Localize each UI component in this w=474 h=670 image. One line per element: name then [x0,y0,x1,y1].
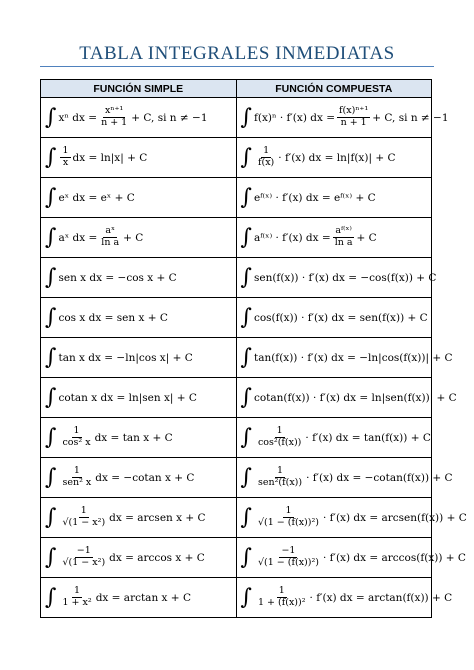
integrals-table [40,79,467,618]
table-row [41,538,432,578]
fraction-denominator: ln a [334,237,353,248]
integral-sign: ∫ [45,544,57,570]
simple-formula [45,586,191,609]
fraction-denominator: 1 + (f(x))² [257,597,306,608]
fraction [60,146,70,169]
fraction [60,506,107,529]
fraction-denominator: √(1 − x²) [62,557,106,568]
simple-formula [45,304,168,330]
formula-text-pre: aᶠ⁽ˣ⁾ · f′(x) dx = [253,231,331,244]
fraction [99,226,121,249]
formula-text-post: · f′(x) dx = −cotan(f(x)) + C [306,471,453,484]
formula-text-pre: eˣ dx = eˣ + C [58,191,135,204]
compound-formula [241,106,449,129]
compound-formula-cell [236,138,432,178]
fraction-denominator: √(1 − x²) [62,517,106,528]
fraction-denominator: √(1 − (f(x))²) [257,517,319,528]
simple-formula [45,226,143,249]
formula-text-pre: tan x dx = −ln|cos x| + C [58,351,193,364]
compound-formula-cell [236,578,453,618]
formula-text-pre: xⁿ dx = [58,111,98,124]
integral-sign: ∫ [45,224,57,250]
fraction-numerator: 1 [285,505,292,517]
integral-sign: ∫ [240,264,252,290]
fraction-denominator: sen² x [62,477,92,488]
formula-text-post: · f′(x) dx = arcsen(f(x)) + C [323,511,467,524]
compound-formula [241,426,431,449]
integral-sign: ∫ [45,144,57,170]
fraction-numerator: 1 [73,465,80,477]
compound-formula [241,466,453,489]
table-row [41,578,432,618]
fraction-numerator: 1 [277,465,284,477]
formula-text-post: + C [356,231,377,244]
integral-sign: ∫ [240,544,252,570]
formula-text-post: · f′(x) dx = arccos(f(x)) + C [323,551,466,564]
table-row [41,258,432,298]
formula-text-post: + C, si n ≠ −1 [131,111,208,124]
integral-sign: ∫ [45,304,57,330]
fraction-numerator: 1 [276,425,283,437]
fraction [256,466,304,489]
integral-sign: ∫ [240,144,252,170]
fraction-denominator: √(1 − (f(x))²) [257,557,319,568]
compound-formula [241,226,377,249]
simple-formula-cell [41,458,237,498]
integral-sign: ∫ [45,184,57,210]
compound-formula [241,546,466,569]
header-compound: FUNCIÓN COMPUESTA [236,80,432,98]
compound-formula-cell [236,218,432,258]
simple-formula-cell [41,378,237,418]
table-row [41,298,432,338]
integral-sign: ∫ [45,504,57,530]
fraction-numerator: aˣ [105,225,116,237]
fraction-numerator: −1 [281,545,296,557]
fraction-numerator: 1 [62,145,69,157]
compound-formula-cell [236,338,453,378]
integral-sign: ∫ [45,384,57,410]
integral-sign: ∫ [45,104,57,130]
table-row [41,98,432,138]
compound-formula-cell [236,378,457,418]
formula-text-post: dx = arcsen x + C [109,511,206,524]
table-row [41,218,432,258]
compound-formula [241,586,453,609]
formula-text-post: + C, si n ≠ −1 [372,111,449,124]
compound-formula-cell [236,178,432,218]
fraction-numerator: 1 [73,425,80,437]
formula-text-post: dx = tan x + C [94,431,173,444]
simple-formula [45,546,205,569]
formula-text-post: dx = arccos x + C [109,551,205,564]
fraction-denominator: cos² x [62,437,91,448]
integral-sign: ∫ [45,464,57,490]
formula-text-pre: cos x dx = sen x + C [58,311,168,324]
simple-formula-cell [41,338,237,378]
fraction [99,106,129,129]
simple-formula-cell [41,418,237,458]
simple-formula [45,466,194,489]
compound-formula-cell [236,258,437,298]
formula-text-post: + C [123,231,144,244]
fraction-numerator: 1 [74,585,81,597]
simple-formula [45,384,197,410]
simple-formula-cell [41,578,237,618]
fraction-denominator: n + 1 [101,117,128,128]
integral-sign: ∫ [240,584,252,610]
table-row [41,498,432,538]
fraction [333,226,355,249]
fraction [60,466,93,489]
integral-sign: ∫ [240,424,252,450]
integral-sign: ∫ [45,584,57,610]
formula-text-pre: cotan(f(x)) · f′(x) dx = ln|sen(f(x))| + C [253,391,457,404]
simple-formula [45,426,173,449]
integral-sign: ∫ [240,184,252,210]
simple-formula-cell [41,98,237,138]
fraction-numerator: 1 [263,145,270,157]
table-row [41,458,432,498]
fraction-numerator: −1 [76,545,91,557]
formula-text-pre: f(x)ⁿ · f′(x) dx = [253,111,336,124]
formula-text-post: dx = ln|x| + C [72,151,148,164]
formula-text-pre: sen(f(x)) · f′(x) dx = −cos(f(x)) + C [253,271,437,284]
simple-formula [45,506,206,529]
simple-formula-cell [41,538,237,578]
compound-formula [240,264,437,290]
formula-text-pre: sen x dx = −cos x + C [58,271,177,284]
table-row [41,138,432,178]
compound-formula [241,506,467,529]
integral-sign: ∫ [45,264,57,290]
formula-text-pre: cotan x dx = ln|sen x| + C [58,391,197,404]
formula-text-post: dx = −cotan x + C [95,471,195,484]
fraction-numerator: xⁿ⁺¹ [105,105,124,117]
integral-sign: ∫ [45,344,57,370]
simple-formula [45,184,135,210]
fraction [60,426,92,449]
fraction [256,426,303,449]
formula-text-pre: eᶠ⁽ˣ⁾ · f′(x) dx = eᶠ⁽ˣ⁾ + C [253,191,376,204]
simple-formula-cell [41,498,237,538]
compound-formula-cell [236,458,453,498]
fraction-numerator: aᶠ⁽ˣ⁾ [335,225,352,237]
simple-formula-cell [41,298,237,338]
compound-formula [240,184,376,210]
fraction [60,546,107,569]
fraction [60,586,93,609]
fraction [337,106,370,129]
integral-sign: ∫ [240,224,252,250]
compound-formula-cell [236,418,432,458]
table-row [41,178,432,218]
simple-formula-cell [41,218,237,258]
simple-formula [45,344,193,370]
document-title: TABLA INTEGRALES INMEDIATAS [79,43,395,64]
fraction-numerator: 1 [80,505,87,517]
simple-formula [45,106,208,129]
formula-text-post: · f′(x) dx = arctan(f(x)) + C [309,591,453,604]
fraction [256,506,321,529]
fraction-denominator: ln a [101,237,120,248]
fraction-denominator: f(x) [257,157,275,168]
fraction-denominator: cos²(f(x)) [257,437,302,448]
compound-formula-cell [236,298,432,338]
integral-sign: ∫ [240,344,252,370]
fraction-denominator: sen²(f(x)) [257,477,303,488]
table-row [41,418,432,458]
formula-text-pre: aˣ dx = [58,231,98,244]
formula-text-post: · f′(x) dx = ln|f(x)| + C [278,151,396,164]
integral-sign: ∫ [240,464,252,490]
fraction [256,146,276,169]
simple-formula [45,264,177,290]
compound-formula [240,304,428,330]
compound-formula [240,384,457,410]
header-simple: FUNCIÓN SIMPLE [41,80,237,98]
integral-sign: ∫ [240,304,252,330]
compound-formula-cell [236,498,467,538]
fraction [256,546,321,569]
formula-text-pre: cos(f(x)) · f′(x) dx = sen(f(x)) + C [253,311,428,324]
table-row [41,338,432,378]
formula-text-post: · f′(x) dx = tan(f(x)) + C [305,431,431,444]
compound-formula-cell [236,538,466,578]
integral-sign: ∫ [240,504,252,530]
fraction-numerator: f(x)ⁿ⁺¹ [339,105,369,117]
fraction-denominator: x [62,157,69,168]
table-header-row [41,80,432,98]
simple-formula-cell [41,258,237,298]
fraction-denominator: 1 + x² [62,597,92,608]
fraction-numerator: 1 [278,585,285,597]
simple-formula-cell [41,178,237,218]
compound-formula [241,146,396,169]
compound-formula [240,344,453,370]
fraction-denominator: n + 1 [340,117,367,128]
simple-formula-cell [41,138,237,178]
formula-text-post: dx = arctan x + C [95,591,191,604]
formula-text-pre: tan(f(x)) · f′(x) dx = −ln|cos(f(x))| + C [253,351,453,364]
fraction [256,586,308,609]
integral-sign: ∫ [240,104,252,130]
integral-sign: ∫ [240,384,252,410]
integral-sign: ∫ [45,424,57,450]
title-underline [40,66,434,67]
compound-formula-cell [236,98,449,138]
table-row [41,378,432,418]
simple-formula [45,146,147,169]
